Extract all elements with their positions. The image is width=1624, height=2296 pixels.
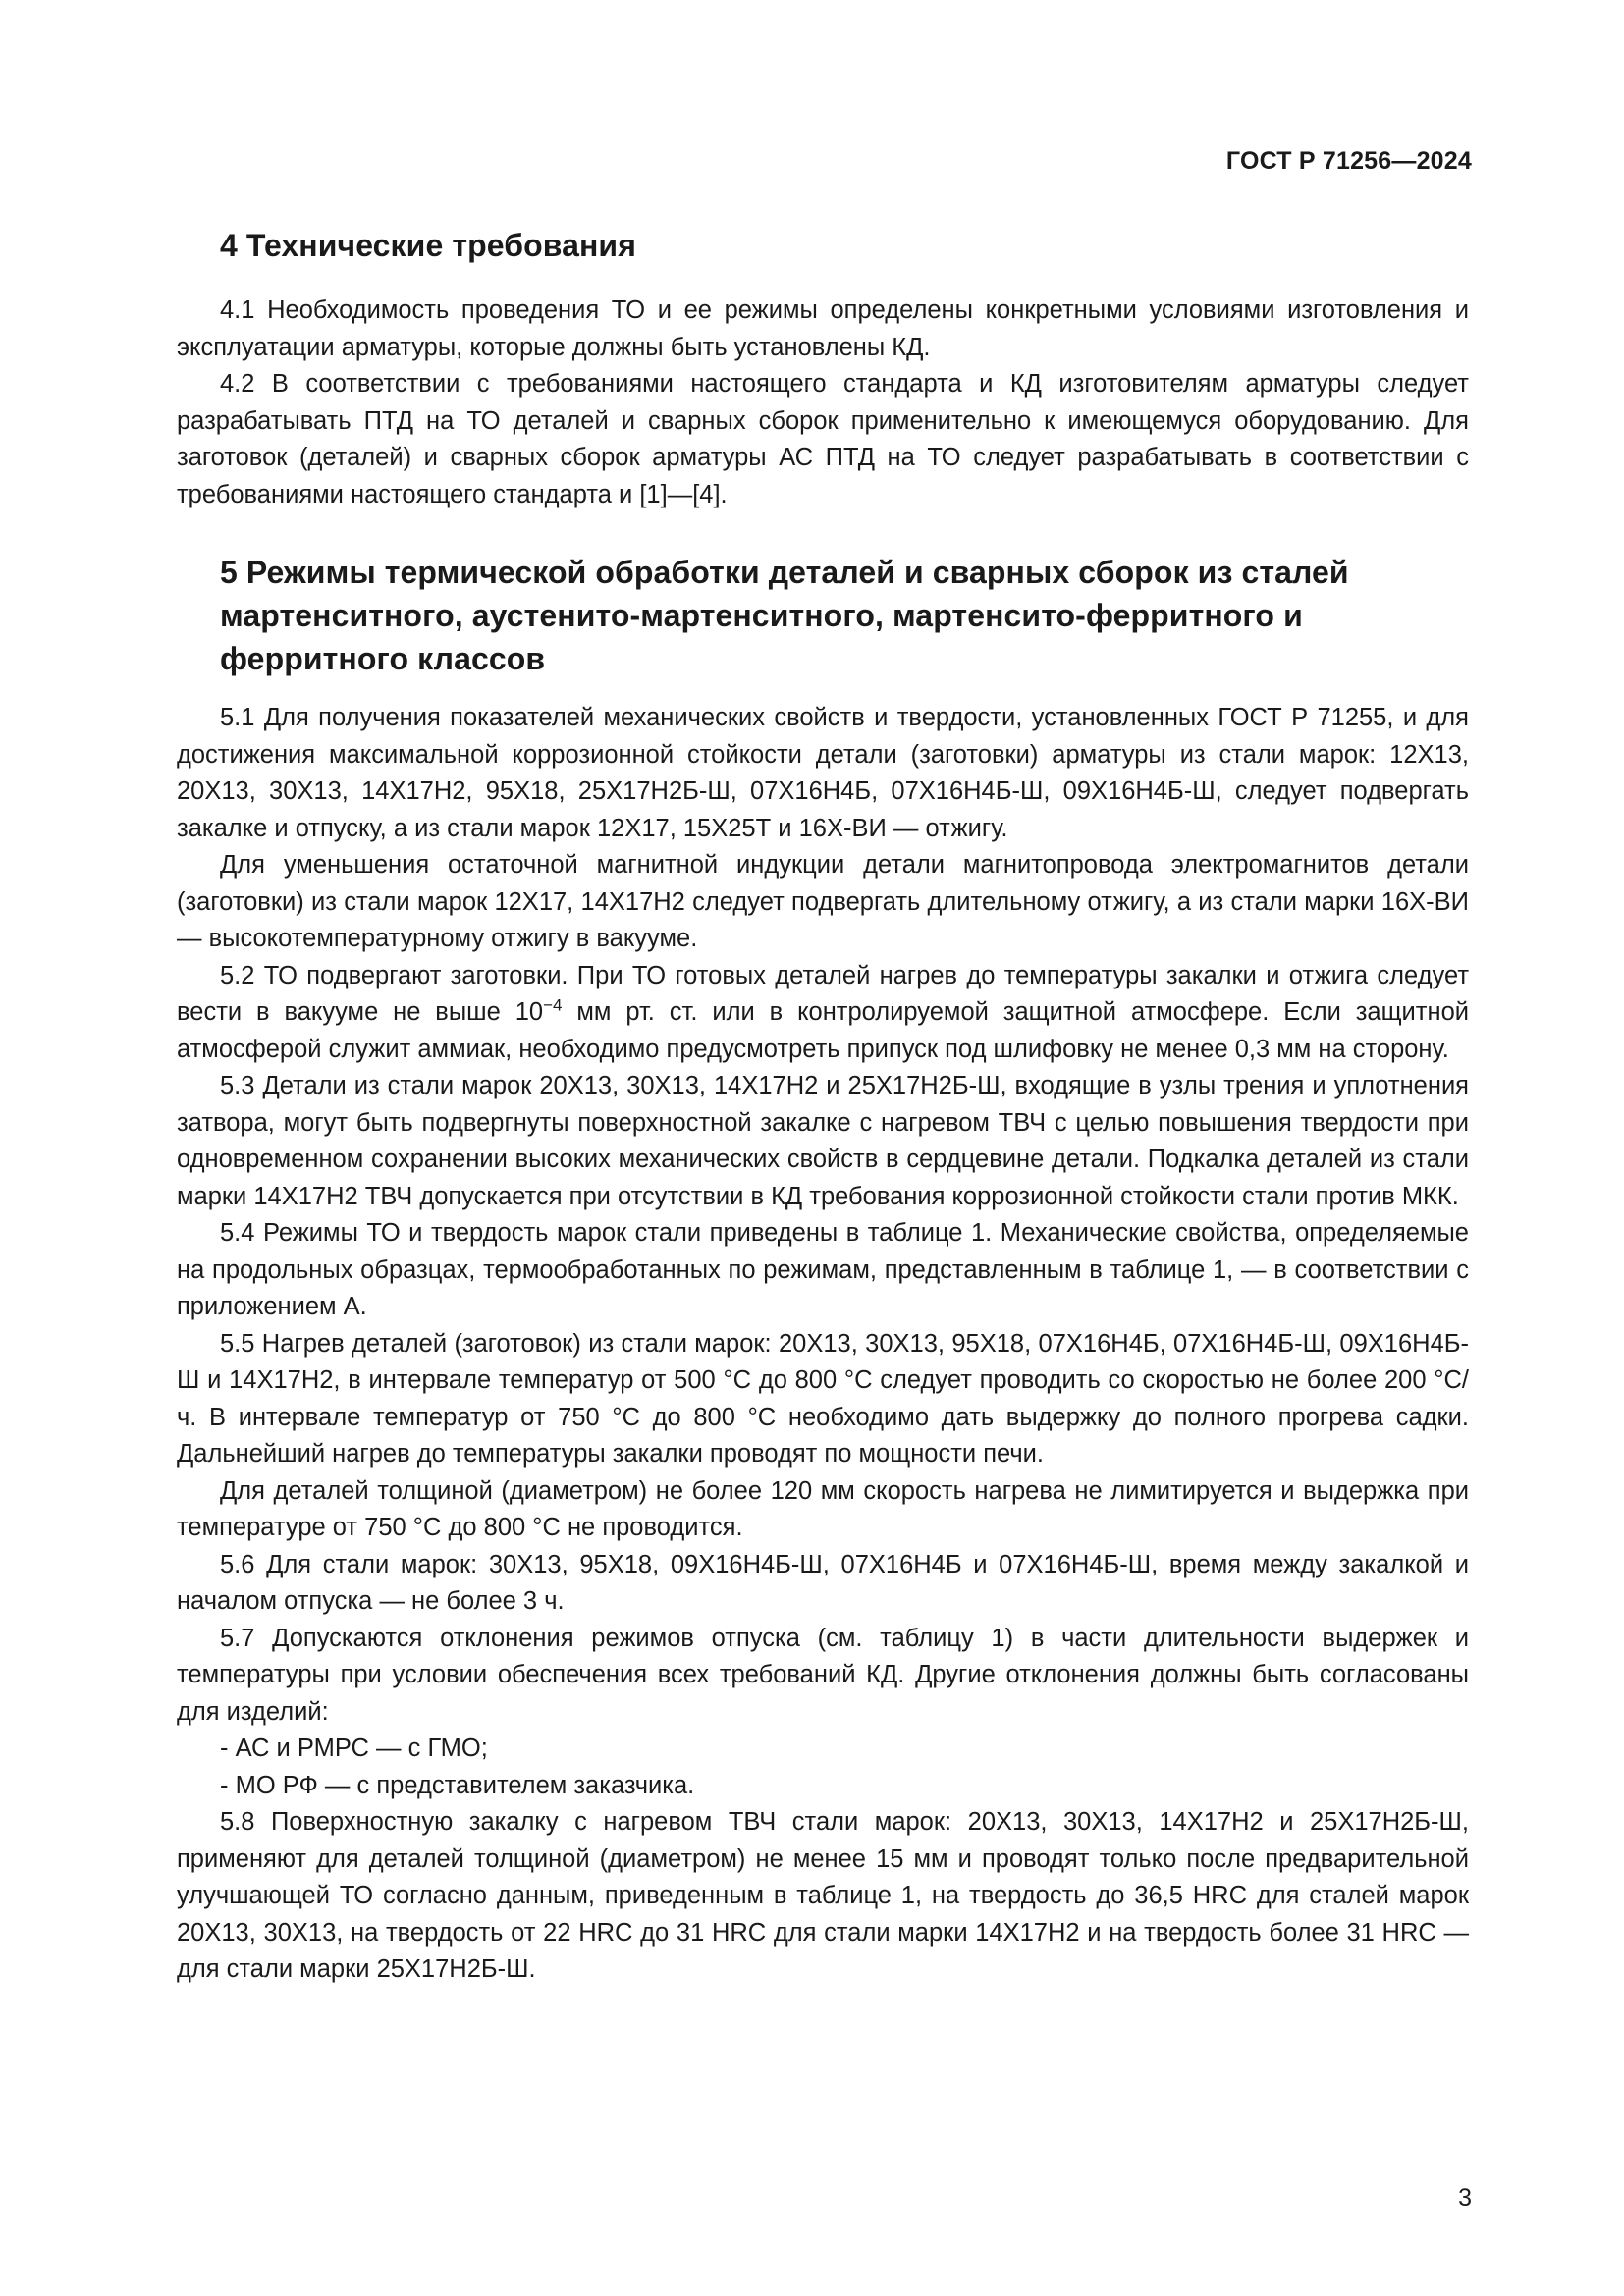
- paragraph-5-4: 5.4 Режимы ТО и твердость марок стали приведены в таблице 1. Механические свойства, определяемые на продольных образцах, термообработанных по режимам, представленным в таблице 1, — в соответствии с приложением А.: [177, 1219, 1469, 1320]
- paragraph-5-3: 5.3 Детали из стали марок 20Х13, 30Х13, 14Х17Н2 и 25Х17Н2Б-Ш, входящие в узлы трения и уплотнения затвора, могут быть подвергнуты поверхностной закалке с нагревом ТВЧ с целью повышения твердости при одновременном сохранении высоких механических свойств в сердцевине детали. Подкалка деталей из стали марки 14Х17Н2 ТВЧ допускается при отсутствии в КД требования коррозионной стойкости стали против МКК.: [177, 1072, 1469, 1210]
- paragraph-5-1: 5.1 Для получения показателей механических свойств и твердости, установленных ГОСТ Р 71255, и для достижения максимальной коррозионной стойкости детали (заготовки) арматуры из стали марок: 12Х13, 20Х13, 30Х13, 14Х17Н2, 95Х18, 25Х17Н2Б-Ш, 07Х16Н4Б, 07Х16Н4Б-Ш, 09Х16Н4Б-Ш, следует подвергать закалке и отпуску, а из стали марок 12Х17, 15Х25Т и 16Х-ВИ — отжигу.: [177, 704, 1469, 842]
- section-4-heading: 4 Технические требования: [220, 228, 636, 263]
- paragraph-5-1-continued: Для уменьшения остаточной магнитной индукции детали магнитопровода электромагнитов детали (заготовки) из стали марок 12Х17, 14Х17Н2 следует подвергать длительному отжигу, а из стали марки 16Х-ВИ — высокотемпературному отжигу в вакууме.: [177, 851, 1469, 952]
- document-body: [177, 224, 1469, 1989]
- paragraph-4-1: 4.1 Необходимость проведения ТО и ее режимы определены конкретными условиями изготовления и эксплуатации арматуры, которые должны быть установлены КД.: [177, 296, 1469, 361]
- list-item: - МО РФ — с представителем заказчика.: [220, 1771, 695, 1799]
- paragraph-4-2: 4.2 В соответствии с требованиями настоящего стандарта и КД изготовителям арматуры следует разрабатывать ПТД на ТО деталей и сварных сборок применительно к имеющемуся оборудованию. Для заготовок (деталей) и сварных сборок арматуры АС ПТД на ТО следует разрабатывать в соответствии с требованиями настоящего стандарта и [1]—[4].: [177, 370, 1469, 508]
- paragraph-5-8: 5.8 Поверхностную закалку с нагревом ТВЧ стали марок: 20Х13, 30Х13, 14Х17Н2 и 25Х17Н2Б-Ш, применяют для деталей толщиной (диаметром) не менее 15 мм и проводят только после предварительной улучшающей ТО согласно данным, приведенным в таблице 1, на твердость до 36,5 HRC для сталей марок 20Х13, 30Х13, на твердость от 22 HRC до 31 HRC для стали марки 14Х17Н2 и на твердость более 31 HRC — для стали марки 25Х17Н2Б-Ш.: [177, 1808, 1469, 1983]
- section-5-heading: 5 Режимы термической обработки деталей и сварных сборок из сталей мартенситного, аустенито-мартенситного, мартенсито-ферритного и ферритного классов: [220, 555, 1349, 676]
- paragraph-5-2-part-b: мм рт. ст. или в контролируемой защитной атмосфере. Если защитной атмосферой служит аммиак, необходимо предусмотреть припуск под шлифовку не менее 0,3 мм на сторону.: [177, 998, 1469, 1063]
- document-code-header: ГОСТ Р 71256—2024: [1225, 147, 1472, 175]
- paragraph-5-7: 5.7 Допускаются отклонения режимов отпуска (см. таблицу 1) в части длительности выдержек и температуры при условии обеспечения всех требований КД. Другие отклонения должны быть согласованы для изделий:: [177, 1624, 1469, 1726]
- paragraph-5-2-part-a: 5.2 ТО подвергают заготовки. При ТО готовых деталей нагрев до температуры закалки и отжига следует вести в вакууме не выше 10: [177, 961, 1469, 1026]
- paragraph-5-6: 5.6 Для стали марок: 30Х13, 95Х18, 09Х16Н4Б-Ш, 07Х16Н4Б и 07Х16Н4Б-Ш, время между закалкой и началом отпуска — не более 3 ч.: [177, 1550, 1469, 1615]
- paragraph-5-5-continued: Для деталей толщиной (диаметром) не более 120 мм скорость нагрева не лимитируется и выдержка при температуре от 750 °С до 800 °С не проводится.: [177, 1476, 1469, 1541]
- paragraph-5-5: 5.5 Нагрев деталей (заготовок) из стали марок: 20Х13, 30Х13, 95Х18, 07Х16Н4Б, 07Х16Н4Б-Ш, 09Х16Н4Б-Ш и 14Х17Н2, в интервале температур от 500 °С до 800 °С следует проводить со скоростью не более 200 °С/ч. В интервале температур от 750 °С до 800 °С необходимо дать выдержку до полного прогрева садки. Дальнейший нагрев до температуры закалки проводят по мощности печи.: [177, 1329, 1469, 1468]
- list-item: - АС и РМРС — с ГМО;: [220, 1735, 488, 1762]
- exponent: −4: [543, 995, 563, 1015]
- paragraph-5-2: [177, 958, 1469, 1069]
- page-number: 3: [1458, 2184, 1472, 2212]
